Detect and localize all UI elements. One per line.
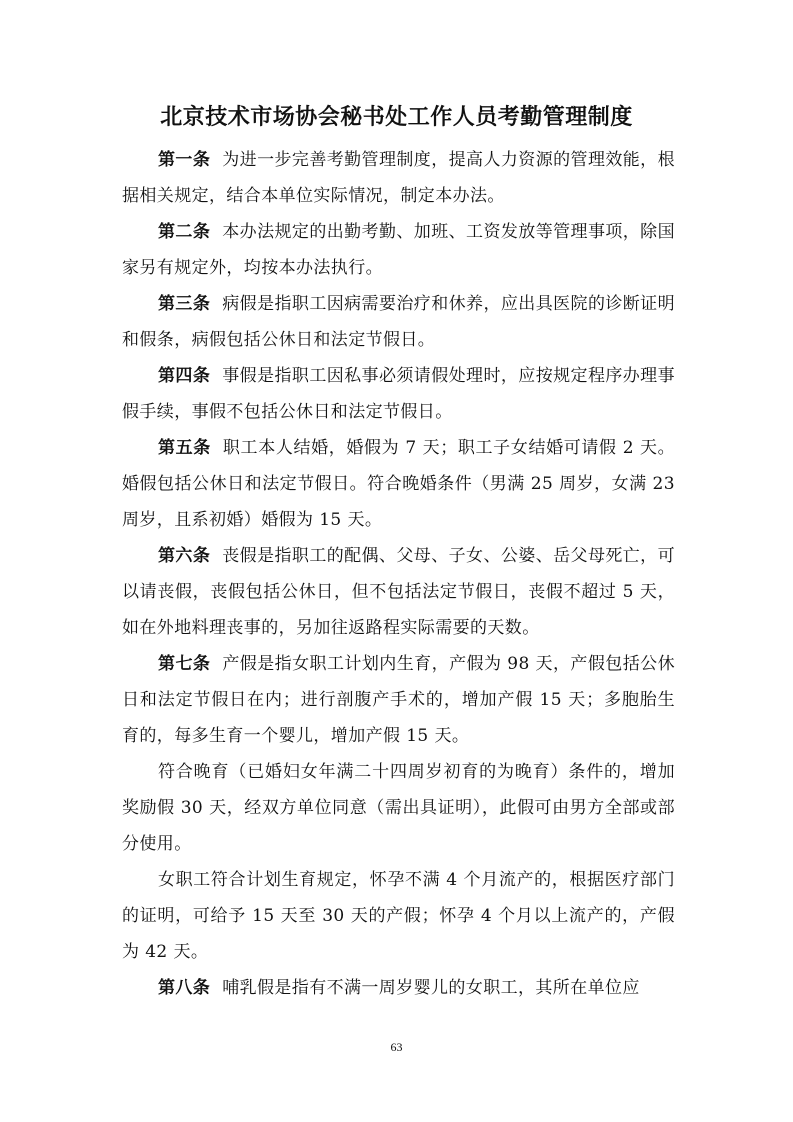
paragraph-text: 丧假是指职工的配偶、父母、子女、公婆、岳父母死亡，可以请丧假，丧假包括公休日，但不包括法定节假日，丧假不超过 5 天，如在外地料理丧事的，另加往返路程实际需要的天数。: [122, 546, 675, 638]
paragraph-late-childbirth: [122, 754, 675, 862]
article-number: 第八条: [158, 978, 211, 998]
article-number: 第一条: [158, 150, 211, 170]
document-title: 北京技术市场协会秘书处工作人员考勤管理制度: [160, 104, 633, 130]
paragraph-text: 病假是指职工因病需要治疗和休养，应出具医院的诊断证明和假条，病假包括公休日和法定节假日。: [122, 294, 675, 350]
paragraph-article-7: [122, 646, 675, 754]
paragraph-text: 事假是指职工因私事必须请假处理时，应按规定程序办理事假手续，事假不包括公休日和法定节假日。: [122, 366, 675, 422]
paragraph-article-8: [122, 970, 675, 1006]
paragraph-article-1: [122, 142, 675, 214]
paragraph-article-2: [122, 214, 675, 286]
paragraph-article-3: [122, 286, 675, 358]
paragraph-text: 哺乳假是指有不满一周岁婴儿的女职工，其所在单位应: [222, 978, 640, 998]
paragraph-text: 本办法规定的出勤考勤、加班、工资发放等管理事项，除国家另有规定外，均按本办法执行。: [122, 222, 675, 278]
paragraph-article-5: [122, 430, 675, 538]
paragraph-text: 女职工符合计划生育规定，怀孕不满 4 个月流产的，根据医疗部门的证明，可给予 15 天至 30 天的产假；怀孕 4 个月以上流产的，产假为 42 天。: [122, 870, 675, 962]
paragraph-text: 为进一步完善考勤管理制度，提高人力资源的管理效能，根据相关规定，结合本单位实际情况，制定本办法。: [122, 150, 675, 206]
paragraph-text: 符合晚育（已婚妇女年满二十四周岁初育的为晚育）条件的，增加奖励假 30 天，经双方单位同意（需出具证明），此假可由男方全部或部分使用。: [122, 762, 675, 854]
article-number: 第五条: [158, 438, 211, 458]
article-number: 第三条: [158, 294, 211, 314]
article-number: 第二条: [158, 222, 211, 242]
article-number: 第六条: [158, 546, 211, 566]
document-body: [122, 142, 675, 1006]
paragraph-text: 产假是指女职工计划内生育，产假为 98 天，产假包括公休日和法定节假日在内；进行剖腹产手术的，增加产假 15 天；多胞胎生育的，每多生育一个婴儿，增加产假 15 天。: [122, 654, 675, 746]
article-number: 第四条: [158, 366, 211, 386]
article-number: 第七条: [158, 654, 211, 674]
paragraph-article-6: [122, 538, 675, 646]
paragraph-miscarriage-leave: [122, 862, 675, 970]
page-number: 63: [390, 1040, 403, 1054]
paragraph-text: 职工本人结婚，婚假为 7 天；职工子女结婚可请假 2 天。婚假包括公休日和法定节假日。符合晚婚条件（男满 25 周岁，女满 23 周岁，且系初婚）婚假为 15 天。: [122, 438, 675, 530]
paragraph-article-4: [122, 358, 675, 430]
